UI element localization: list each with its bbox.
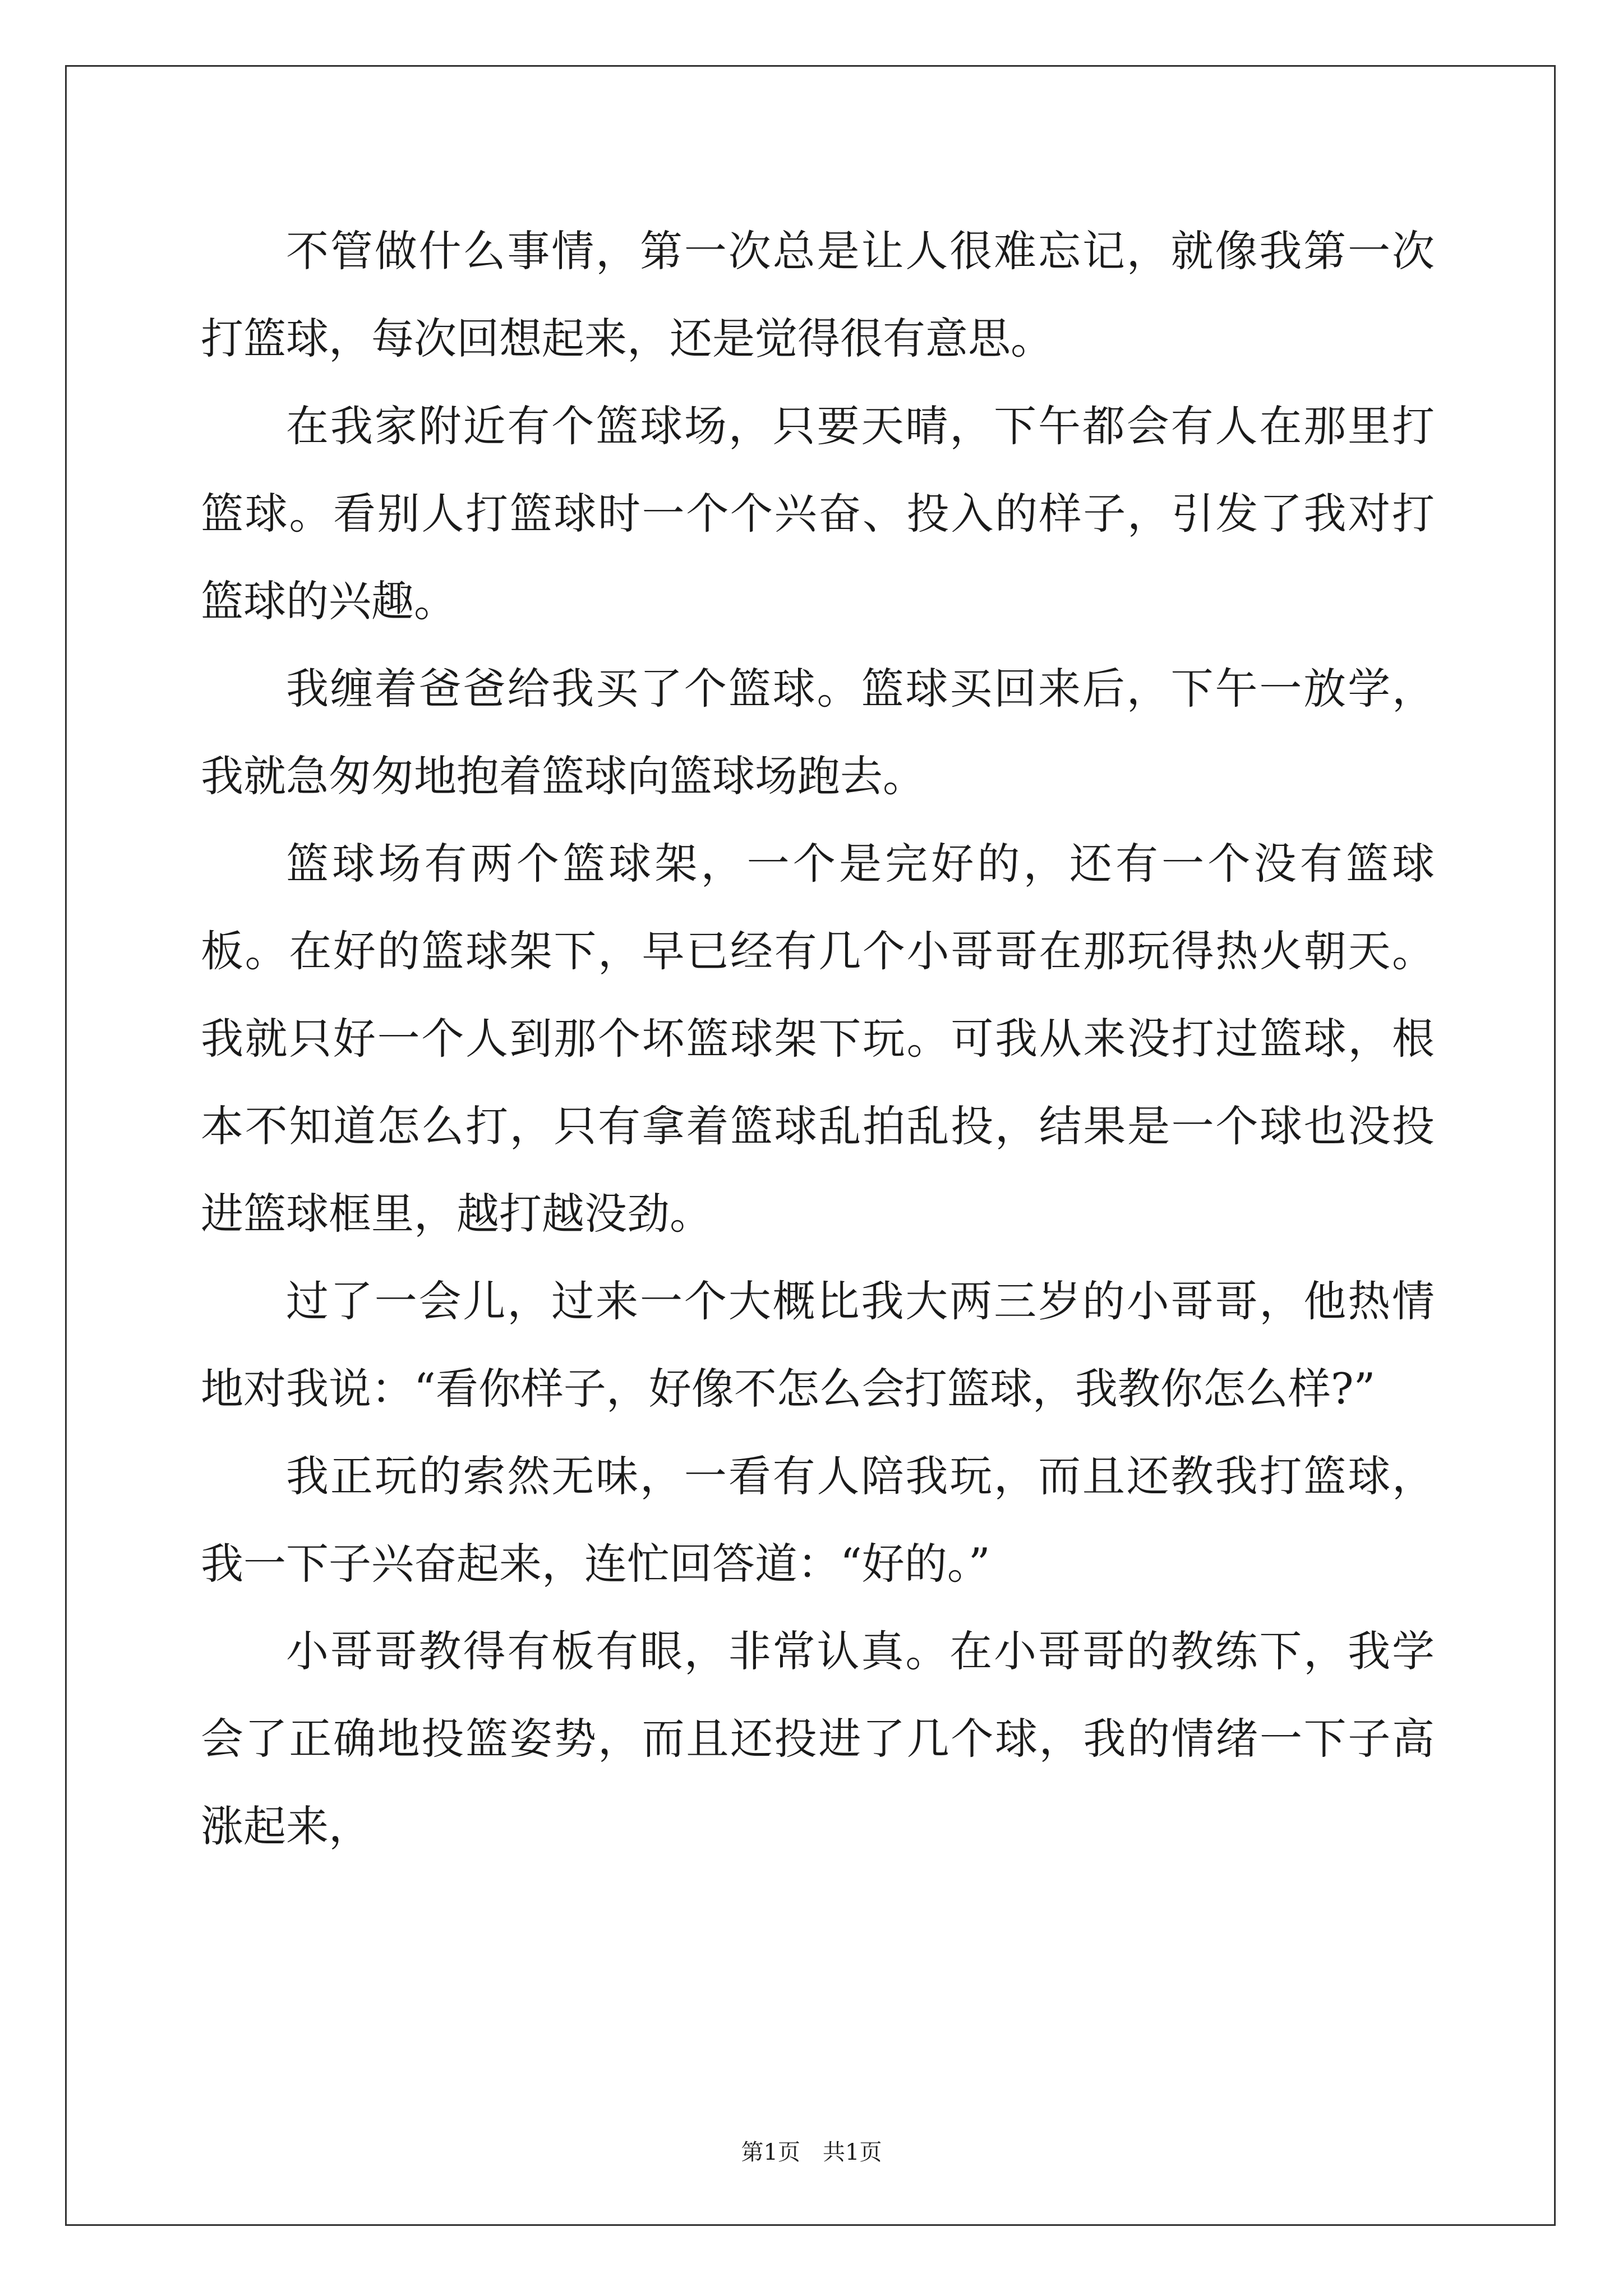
page-footer: 第1页 共1页	[741, 2139, 882, 2165]
paragraph: 过了一会儿，过来一个大概比我大两三岁的小哥哥，他热情地对我说：“看你样子，好像不怎么会打篮球，我教你怎么样?”	[201, 1276, 1435, 1414]
paragraph: 我正玩的索然无味，一看有人陪我玩，而且还教我打篮球，我一下子兴奋起来，连忙回答道：“好的。”	[201, 1451, 1435, 1589]
paragraph: 篮球场有两个篮球架，一个是完好的，还有一个没有篮球板。在好的篮球架下，早已经有几个小哥哥在那玩得热火朝天。我就只好一个人到那个坏篮球架下玩。可我从来没打过篮球，根本不知道怎么打，只有拿着篮球乱拍乱投，结果是一个球也没投进篮球框里，越打越没劲。	[201, 839, 1435, 1239]
paragraph: 小哥哥教得有板有眼，非常认真。在小哥哥的教练下，我学会了正确地投篮姿势，而且还投进了几个球，我的情绪一下子高涨起来，	[201, 1626, 1435, 1851]
paragraph: 我缠着爸爸给我买了个篮球。篮球买回来后，下午一放学，我就急匆匆地抱着篮球向篮球场跑去。	[201, 664, 1435, 801]
paragraph: 在我家附近有个篮球场，只要天晴，下午都会有人在那里打篮球。看别人打篮球时一个个兴奋、投入的样子，引发了我对打篮球的兴趣。	[201, 401, 1435, 626]
document-body	[201, 208, 1435, 1870]
paragraph: 不管做什么事情，第一次总是让人很难忘记，就像我第一次打篮球，每次回想起来，还是觉得很有意思。	[201, 226, 1435, 364]
